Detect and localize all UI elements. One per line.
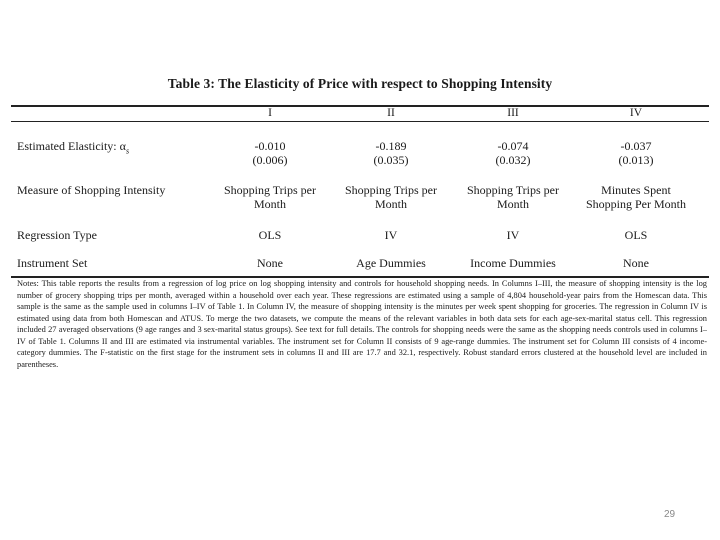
elasticity-std-error-1: (0.006) — [252, 153, 288, 167]
measure-line1-2: Shopping Trips per — [344, 183, 438, 197]
column-header-4: IV — [629, 107, 643, 119]
regression-type-3: IV — [506, 228, 520, 242]
measure-line2-2: Month — [374, 197, 407, 211]
measure-line2-3: Month — [496, 197, 529, 211]
regression-type-4: OLS — [624, 228, 648, 242]
instrument-set-3: Income Dummies — [470, 256, 556, 270]
regression-type-2: IV — [384, 228, 398, 242]
column-header-2: II — [387, 107, 395, 119]
row-label-elasticity-subscript: s — [125, 146, 130, 156]
elasticity-estimate-2: -0.189 — [375, 139, 407, 153]
elasticity-std-error-3: (0.032) — [495, 153, 531, 167]
row-label-regression-type: Regression Type — [17, 228, 97, 242]
elasticity-estimate-4: -0.037 — [620, 139, 652, 153]
regression-type-1: OLS — [258, 228, 282, 242]
measure-line2-1: Month — [253, 197, 286, 211]
row-label-elasticity-main: Estimated Elasticity: α — [17, 139, 126, 153]
elasticity-estimate-1: -0.010 — [254, 139, 286, 153]
instrument-set-1: None — [257, 256, 283, 270]
column-header-3: III — [507, 107, 519, 119]
elasticity-estimate-3: -0.074 — [497, 139, 529, 153]
page-number: 29 — [664, 509, 676, 520]
elasticity-std-error-2: (0.035) — [373, 153, 409, 167]
instrument-set-2: Age Dummies — [356, 256, 426, 270]
table-notes: Notes: This table reports the results from a regression of log price on log shopping intensity and controls for household shopping needs. In Columns I–III, the measure of shopping intensity is the log number of grocery shopping trips per month, averaged within a household over each year. These regressions are estimated using a sample of 4,804 household-year pairs from the Homescan data. This sample is the same as the sample used in columns I–IV of Table 1. In Column IV, the measure of shopping intensity is the minutes per week spent shopping for groceries. The regression in Column IV is estimated using data from both Homescan and ATUS. To merge the two datasets, we compute the means of the relevant variables in both data sets for each age-sex-marital status cell. This regression included 27 averaged observations (9 age ranges and 3 sex-marital status groups). See text for full details. The controls for shopping needs were the same as the shopping needs controls used in columns I–IV of Table 1. Columns II and III are estimated via instrumental variables. The instrument set for Column II consists of 9 age-range dummies. The instrument set for Column III consists of 4 income-category dummies. The F-statistic on the first stage for the instrument sets in columns II and III are 17.7 and 32.1, respectively. Robust standard errors clustered at the household level are included in parentheses. — [17, 279, 707, 369]
measure-line1-4: Minutes Spent — [601, 183, 671, 197]
column-header-rule — [11, 121, 709, 122]
instrument-set-4: None — [623, 256, 649, 270]
elasticity-std-error-4: (0.013) — [618, 153, 654, 167]
row-label-instrument-set: Instrument Set — [17, 256, 88, 270]
row-label-elasticity — [17, 139, 129, 158]
measure-line2-4: Shopping Per Month — [585, 197, 686, 211]
row-label-measure: Measure of Shopping Intensity — [17, 183, 166, 197]
table-title: Table 3: The Elasticity of Price with respect to Shopping Intensity — [167, 76, 553, 91]
measure-line1-3: Shopping Trips per — [466, 183, 560, 197]
column-header-1: I — [268, 107, 272, 119]
measure-line1-1: Shopping Trips per — [223, 183, 317, 197]
